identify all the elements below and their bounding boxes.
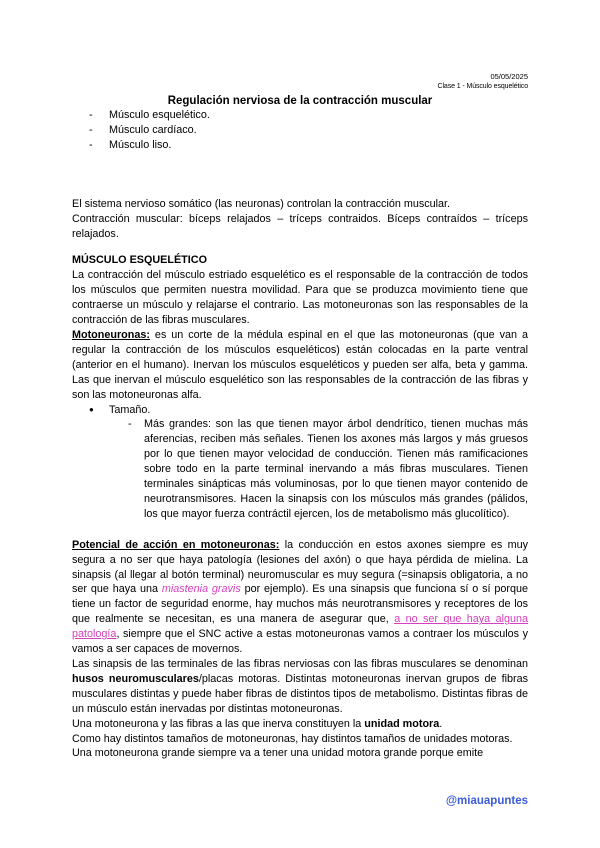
header-class-label: Clase 1 - Músculo esquelético: [437, 83, 528, 90]
muscle-type-list: [72, 108, 528, 153]
intro-paragraph: El sistema nervioso somático (las neuronas) controlan la contracción muscular.: [72, 197, 451, 210]
size-bullet: ● Tamaño.: [89, 403, 151, 416]
section-paragraph: La contracción del músculo estriado esquelético es el responsable de la contracción de todos los músculos que permiten nuestra movilidad. Para que se produzca movimiento tiene que contraerse un músculo y relajarse el contrario. Las motoneuronas son las responsables de la contracción de las fibras musculares.: [72, 269, 528, 327]
motoneuronas-paragraph: Motoneuronas: es un corte de la médula espinal en el que las motoneuronas (que van a regular la contracción de los músculos esqueléticos) están colocadas en la parte ventral (anterior en el humano). Inervan los músculos esqueléticos y pueden ser alfa, beta y gamma. Las que inervan el músculo esquelético son las responsables de la contracción de las fibras y son las motoneuronas alfa.: [72, 328, 528, 401]
list-item: - Músculo esquelético.: [89, 109, 210, 121]
term-motoneuronas: Motoneuronas:: [72, 328, 150, 341]
term-husos: husos neuromusculares: [72, 672, 199, 685]
dash-marker: -: [89, 138, 93, 151]
size-detail: - Más grandes: son las que tienen mayor árbol dendrítico, tienen muchas más aferencias, reciben más señales. Tienen los axones más largos y más gruesos por lo que tienen mayor velocidad de conducción. Tienen más ramificaciones sobre todo en la parte terminal inervando a más fibras musculares. Tienen terminales sinápticas más voluminosas, por lo que tienen mayor contenido de neurotransmisores. Hacen la sinapsis con los músculos más grandes (pálidos, los que mayor fuerza contráctil ejercen, los de metabolismo más glucolítico).: [128, 418, 528, 520]
bullet-marker: ●: [89, 404, 94, 414]
document-body: [72, 108, 528, 761]
term-myasthenia: miastenia gravis: [161, 583, 241, 596]
potential-paragraph: Potencial de acción en motoneuronas: la conducción en estos axones siempre es muy segura a no ser que haya patología (lesiones del axón) o que haya pérdida de mielina. La sinapsis (al llegar al botón terminal) neuromuscular es muy segura (=sinapsis obligatoria, a no ser que haya una miastenia gravis por ejemplo). Es una sinapsis que funciona sí o sí porque tiene un factor de seguridad enorme, hay muchos más neurotransmisores y receptores de los que realmente se necesitan, es una manera de asegurar que, a no ser que haya alguna patología, siempre que el SNC active a estas motoneuronas vamos a contraer los músculos y vamos a ser capaces de movernos.: [72, 538, 529, 656]
term-unidad-motora: unidad motora: [364, 717, 440, 730]
synapse-paragraph: Las sinapsis de las terminales de las fibras nerviosas con las fibras musculares se denominan husos neuromusculares/placas motoras. Distintas motoneuronas inervan grupos de fibras musculares distintas y puede haber fibras de distintos tipos de metabolismo. Distintas fibras de un músculo están inervadas por distintas motoneuronas.: [72, 658, 528, 715]
term-potential: Potencial de acción en motoneuronas:: [72, 538, 280, 551]
section-heading: MÚSCULO ESQUELÉTICO: [72, 254, 207, 267]
highlight-pathology: a no ser que haya alguna patología: [72, 613, 528, 641]
unit-paragraph: Una motoneurona y las fibras a las que inerva constituyen la unidad motora.: [72, 717, 443, 730]
dash-marker: -: [89, 123, 93, 136]
watermark: @miauapuntes: [445, 795, 528, 807]
sizes-paragraph: Como hay distintos tamaños de motoneuronas, hay distintos tamaños de unidades motoras.: [72, 732, 513, 745]
document-title: Regulación nerviosa de la contracción muscular: [167, 95, 433, 107]
header-date: 05/05/2025: [490, 72, 528, 81]
list-item: - Músculo liso.: [89, 138, 172, 151]
list-item: - Músculo cardíaco.: [89, 123, 197, 136]
dash-marker: -: [89, 109, 93, 121]
intro-paragraph: Contracción muscular: bíceps relajados – tríceps contraidos. Bíceps contraídos – tríceps relajados.: [72, 212, 528, 240]
dash-marker: -: [128, 418, 132, 431]
last-paragraph: Una motoneurona grande siempre va a tener una unidad motora grande porque emite: [72, 747, 484, 760]
